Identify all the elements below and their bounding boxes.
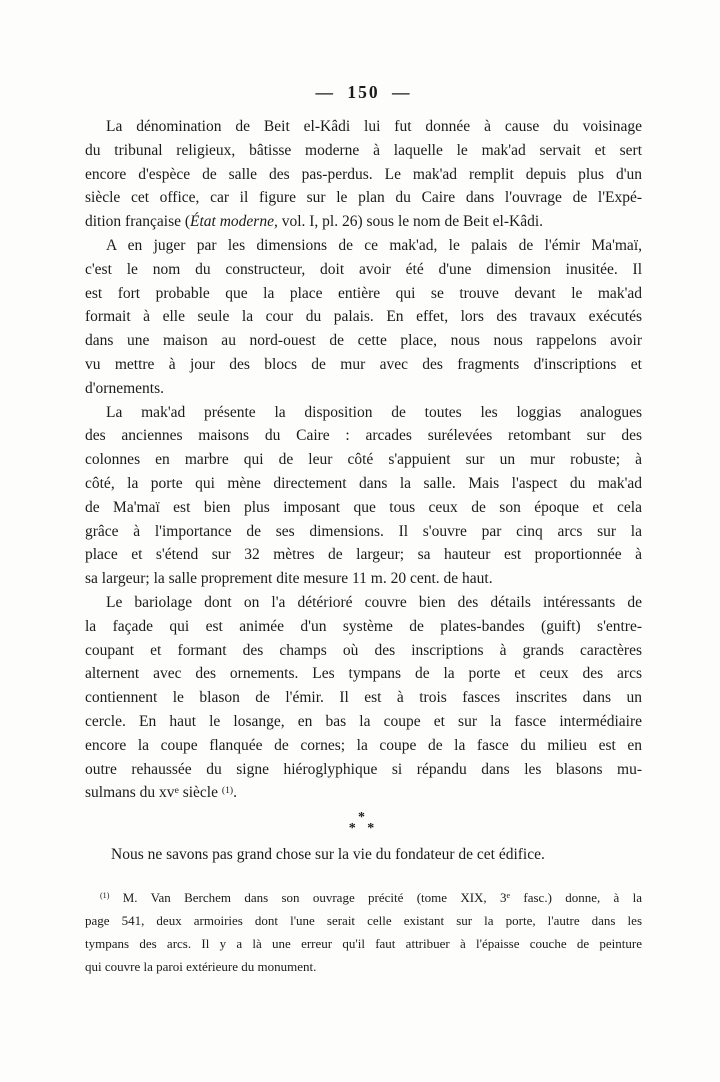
text-line: formait à elle seule la cour du palais. En effet, lors des travaux exécutés (85, 308, 642, 326)
text-line: dition française (État moderne, vol. I, pl. 26) sous le nom de Beit el-Kâdi. (85, 213, 544, 231)
footnote (85, 886, 642, 978)
closing-paragraph (85, 843, 642, 867)
paragraph (85, 401, 642, 591)
text-line: La mak'ad présente la disposition de toutes les loggias analogues (106, 403, 642, 421)
text-line: est fort probable que la place entière qui se trouve devant le mak'ad (85, 284, 642, 302)
text-line: A en juger par les dimensions de ce mak'ad, le palais de l'émir Ma'maï, (106, 236, 642, 254)
text-line: Nous ne savons pas grand chose sur la vie du fondateur de cet édifice. (111, 846, 545, 864)
text-line: $^{(1)}$ M. Van Berchem dans son ouvrage précité (tome XIX, 3e fasc.) donne, à la (100, 890, 642, 906)
body-text (85, 115, 642, 805)
text-line: cercle. En haut le losange, en bas la coupe et sur la fasce intermédiaire (85, 712, 642, 730)
text-line: de Ma'maï est bien plus imposant que tous ceux de son époque et cela (85, 498, 642, 516)
text-line: alternent avec des ornements. Les tympans de la porte et ceux des arcs (85, 665, 642, 683)
text-line: encore la coupe flanquée de cornes; la coupe de la fasce du milieu est en (85, 736, 642, 754)
text-line: grâce à l'importance de ses dimensions. Il s'ouvre par cinq arcs sur la (85, 522, 642, 540)
text-line: sulmans du $xv^e$ siècle $^{(1)}$. (85, 784, 237, 802)
text-line: colonnes en marbre qui de leur côté s'appuient sur un mur robuste; à (85, 451, 642, 469)
text-line: Le bariolage dont on l'a détérioré couvre bien des détails intéressants de (106, 593, 642, 611)
text-line: contiennent le blason de l'émir. Il est à trois fasces inscrites dans un (85, 689, 642, 707)
text-line: c'est le nom du constructeur, doit avoir été d'une dimension inusitée. Il (85, 260, 642, 278)
asterism-top: * (358, 810, 369, 826)
text-line: d'ornements. (85, 379, 164, 397)
text-line: page 541, deux armoiries dont l'une serait celle existant sur la porte, l'autre dans les (85, 913, 642, 929)
text-line: outre rehaussée du signe hiéroglyphique si répandu dans les blasons mu- (85, 760, 642, 778)
text-line: qui couvre la paroi extérieure du monument. (85, 959, 317, 975)
text-line: des anciennes maisons du Caire : arcades surélevées retombant sur des (85, 427, 642, 445)
text-line: la façade qui est animée d'un système de plates-bandes (guift) s'entre- (85, 617, 642, 635)
text-line: tympans des arcs. Il y a là une erreur qu'il faut attribuer à l'épaisse couche de peinture (85, 936, 642, 952)
paragraph (85, 115, 642, 234)
paragraph (85, 591, 642, 805)
paragraph (85, 234, 642, 401)
paragraph (85, 843, 642, 867)
asterism-separator (85, 810, 642, 837)
text-line: du tribunal religieux, bâtisse moderne à laquelle le mak'ad servait et sert (85, 141, 642, 159)
text-line: vu mettre à jour des blocs de mur avec des fragments d'inscriptions et (85, 355, 642, 373)
text-line: côté, la porte qui mène directement dans la salle. Mais l'aspect du mak'ad (85, 474, 642, 492)
text-line: sa largeur; la salle proprement dite mesure 11 m. 20 cent. de haut. (85, 570, 493, 588)
text-line: siècle cet office, car il figure sur le plan du Caire dans l'ouvrage de l'Expé- (85, 189, 642, 207)
paragraph (85, 886, 642, 978)
asterism-bottom: * * (348, 821, 379, 837)
text-line: coupant et formant des champs où des inscriptions à grands caractères (85, 641, 642, 659)
text-line: La dénomination de Beit el-Kâdi lui fut donnée à cause du voisinage (106, 118, 642, 135)
page-content (85, 115, 642, 978)
text-line: dans une maison au nord-ouest de cette place, nous nous rappelons avoir (85, 332, 642, 350)
text-line: place et s'étend sur 32 mètres de largeur; sa hauteur est proportionnée à (85, 546, 642, 564)
page-number: — 150 — (315, 82, 412, 102)
text-line: encore d'espèce de salle des pas-perdus. Le mak'ad remplit depuis plus d'un (85, 165, 642, 183)
